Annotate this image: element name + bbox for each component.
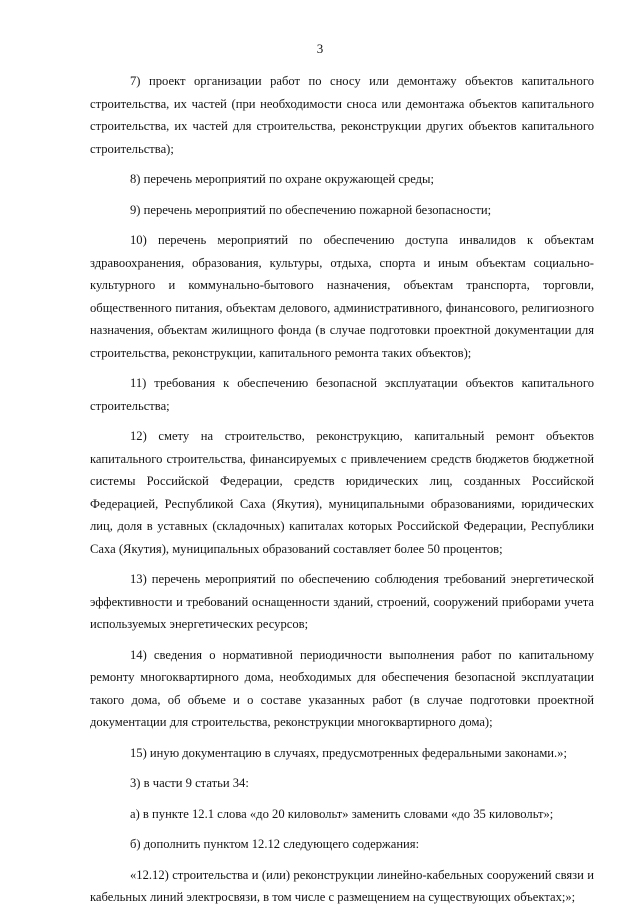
paragraph-item-14: 14) сведения о нормативной периодичности выполнения работ по капитальному ремонту многоквартирного дома, необходимых для обеспечения безопасной эксплуатации такого дома, об объеме и о составе указанных работ (в случае подготовки проектной документации для строительства, реконструкции многоквартирного дома); — [90, 647, 594, 729]
paragraph-item-8: 8) перечень мероприятий по охране окружающей среды; — [130, 172, 435, 186]
document-body — [90, 70, 594, 917]
paragraph-part-9-article-34: 3) в части 9 статьи 34: — [130, 776, 249, 790]
page-number: 3 — [316, 41, 324, 56]
paragraph-item-10: 10) перечень мероприятий по обеспечению доступа инвалидов к объектам здравоохранения, образования, культуры, отдыха, спорта и иным объектам социально-культурного и коммунально-бытового назначения, объектам транспорта, торговли, общественного питания, объектам делового, административного, финансового, религиозного назначения, объектам жилищного фонда (в случае подготовки проектной документации для строительства, реконструкции, капитального ремонта таких объектов); — [90, 233, 594, 360]
paragraph-subitem-a: а) в пункте 12.1 слова «до 20 киловольт» заменить словами «до 35 киловольт»; — [130, 806, 554, 821]
paragraph-item-11: 11) требования к обеспечению безопасной эксплуатации объектов капитального строительства; — [90, 376, 594, 413]
paragraph-item-15: 15) иную документацию в случаях, предусмотренных федеральными законами.»; — [130, 745, 567, 760]
paragraph-item-12-12: «12.12) строительства и (или) реконструкции линейно-кабельных сооружений связи и кабельных линий электросвязи, в том числе с размещением на существующих объектах;»; — [90, 867, 594, 904]
paragraph-subitem-b: б) дополнить пунктом 12.12 следующего содержания: — [130, 837, 420, 851]
paragraph-item-9: 9) перечень мероприятий по обеспечению пожарной безопасности; — [130, 202, 492, 217]
paragraph-item-7: 7) проект организации работ по сносу или демонтажу объектов капитального строительства, их частей (при необходимости сноса или демонтажа объектов капитального строительства, их частей для строительства, реконструкции других объектов капитального строительства); — [90, 74, 594, 156]
paragraph-item-13: 13) перечень мероприятий по обеспечению соблюдения требований энергетической эффективности и требований оснащенности зданий, строений, сооружений приборами учета используемых энергетических ресурсов; — [90, 572, 594, 631]
paragraph-item-12: 12) смету на строительство, реконструкцию, капитальный ремонт объектов капитального строительства, финансируемых с привлечением средств бюджетов бюджетной системы Российской Федерации, средств юридических лиц, созданных Российской Федерацией, Республикой Саха (Якутия), муниципальными образованиями, юридических лиц, доля в уставных (складочных) капиталах которых Российской Федерации, Республики Саха (Якутия), муниципальных образований составляет более 50 процентов; — [90, 429, 594, 556]
